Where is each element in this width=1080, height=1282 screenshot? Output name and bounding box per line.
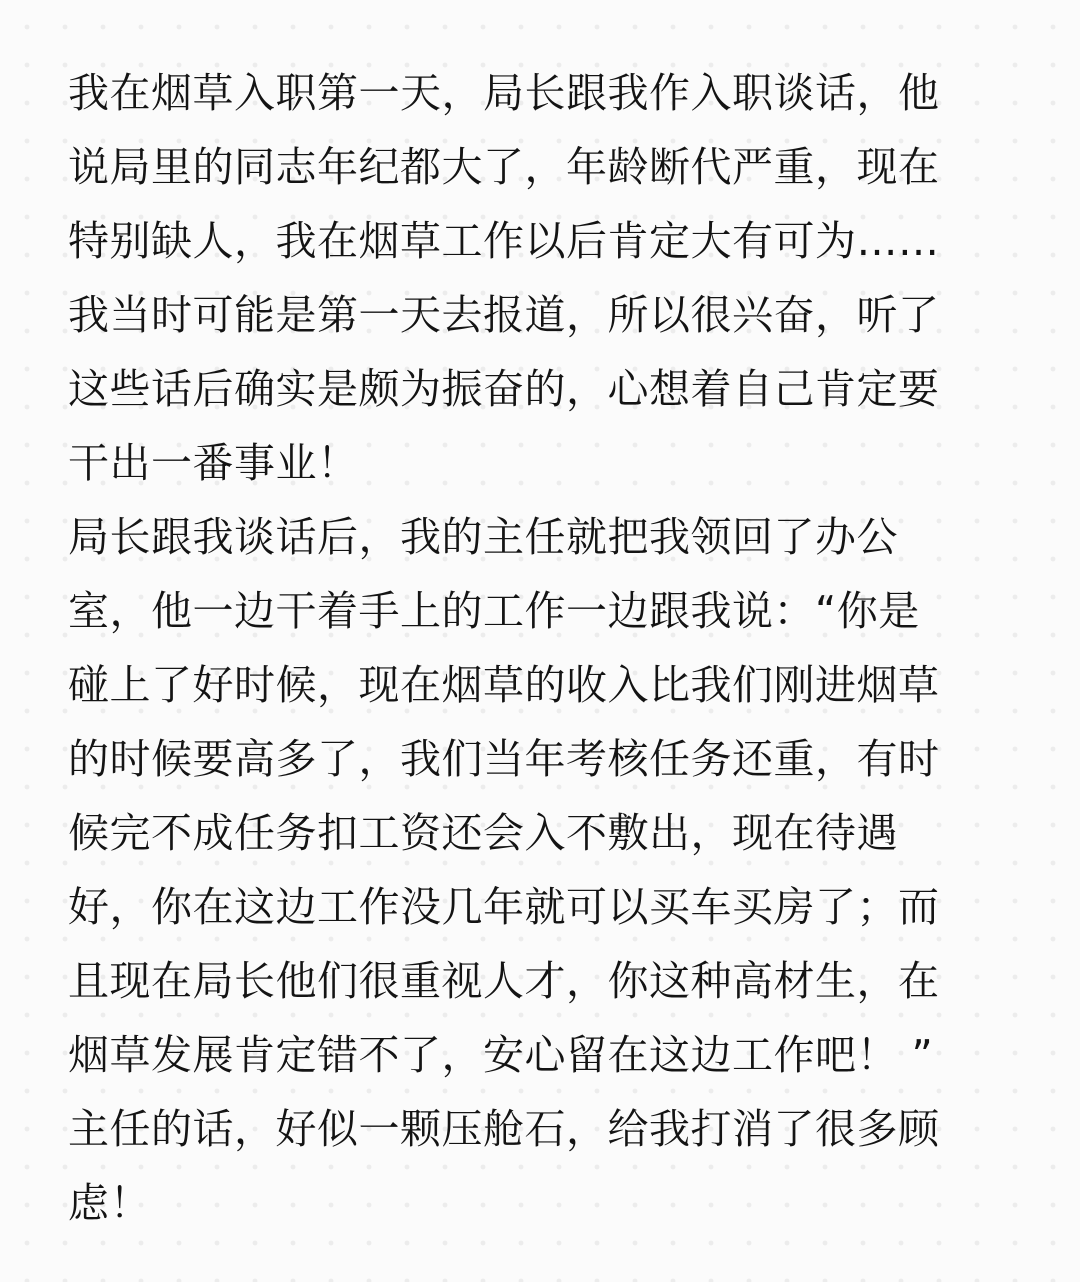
text-line: 的时候要高多了，我们当年考核任务还重，有时 bbox=[68, 735, 940, 783]
text-line: 虑！ bbox=[68, 1179, 151, 1227]
text-line: 这些话后确实是颇为振奋的，心想着自己肯定要 bbox=[68, 365, 940, 413]
text-line: 局长跟我谈话后，我的主任就把我领回了办公 bbox=[68, 513, 898, 561]
text-line: 特别缺人，我在烟草工作以后肯定大有可为…… bbox=[68, 217, 940, 265]
text-line: 碰上了好时候，现在烟草的收入比我们刚进烟草 bbox=[68, 661, 940, 709]
text-line: 主任的话，好似一颗压舱石，给我打消了很多顾 bbox=[68, 1105, 940, 1153]
text-line: 好，你在这边工作没几年就可以买车买房了；而 bbox=[68, 883, 940, 931]
text-line: 且现在局长他们很重视人才，你这种高材生，在 bbox=[68, 957, 940, 1005]
article-text bbox=[68, 56, 1008, 1240]
text-line: 烟草发展肯定错不了，安心留在这边工作吧！ ” bbox=[68, 1031, 934, 1079]
text-line: 我在烟草入职第一天，局长跟我作入职谈话，他 bbox=[68, 69, 940, 117]
text-line: 我当时可能是第一天去报道，所以很兴奋，听了 bbox=[68, 291, 940, 339]
text-line: 室，他一边干着手上的工作一边跟我说：“你是 bbox=[68, 587, 920, 635]
text-line: 干出一番事业！ bbox=[68, 439, 359, 487]
text-line: 说局里的同志年纪都大了，年龄断代严重，现在 bbox=[68, 143, 940, 191]
text-line: 候完不成任务扣工资还会入不敷出，现在待遇 bbox=[68, 809, 898, 857]
